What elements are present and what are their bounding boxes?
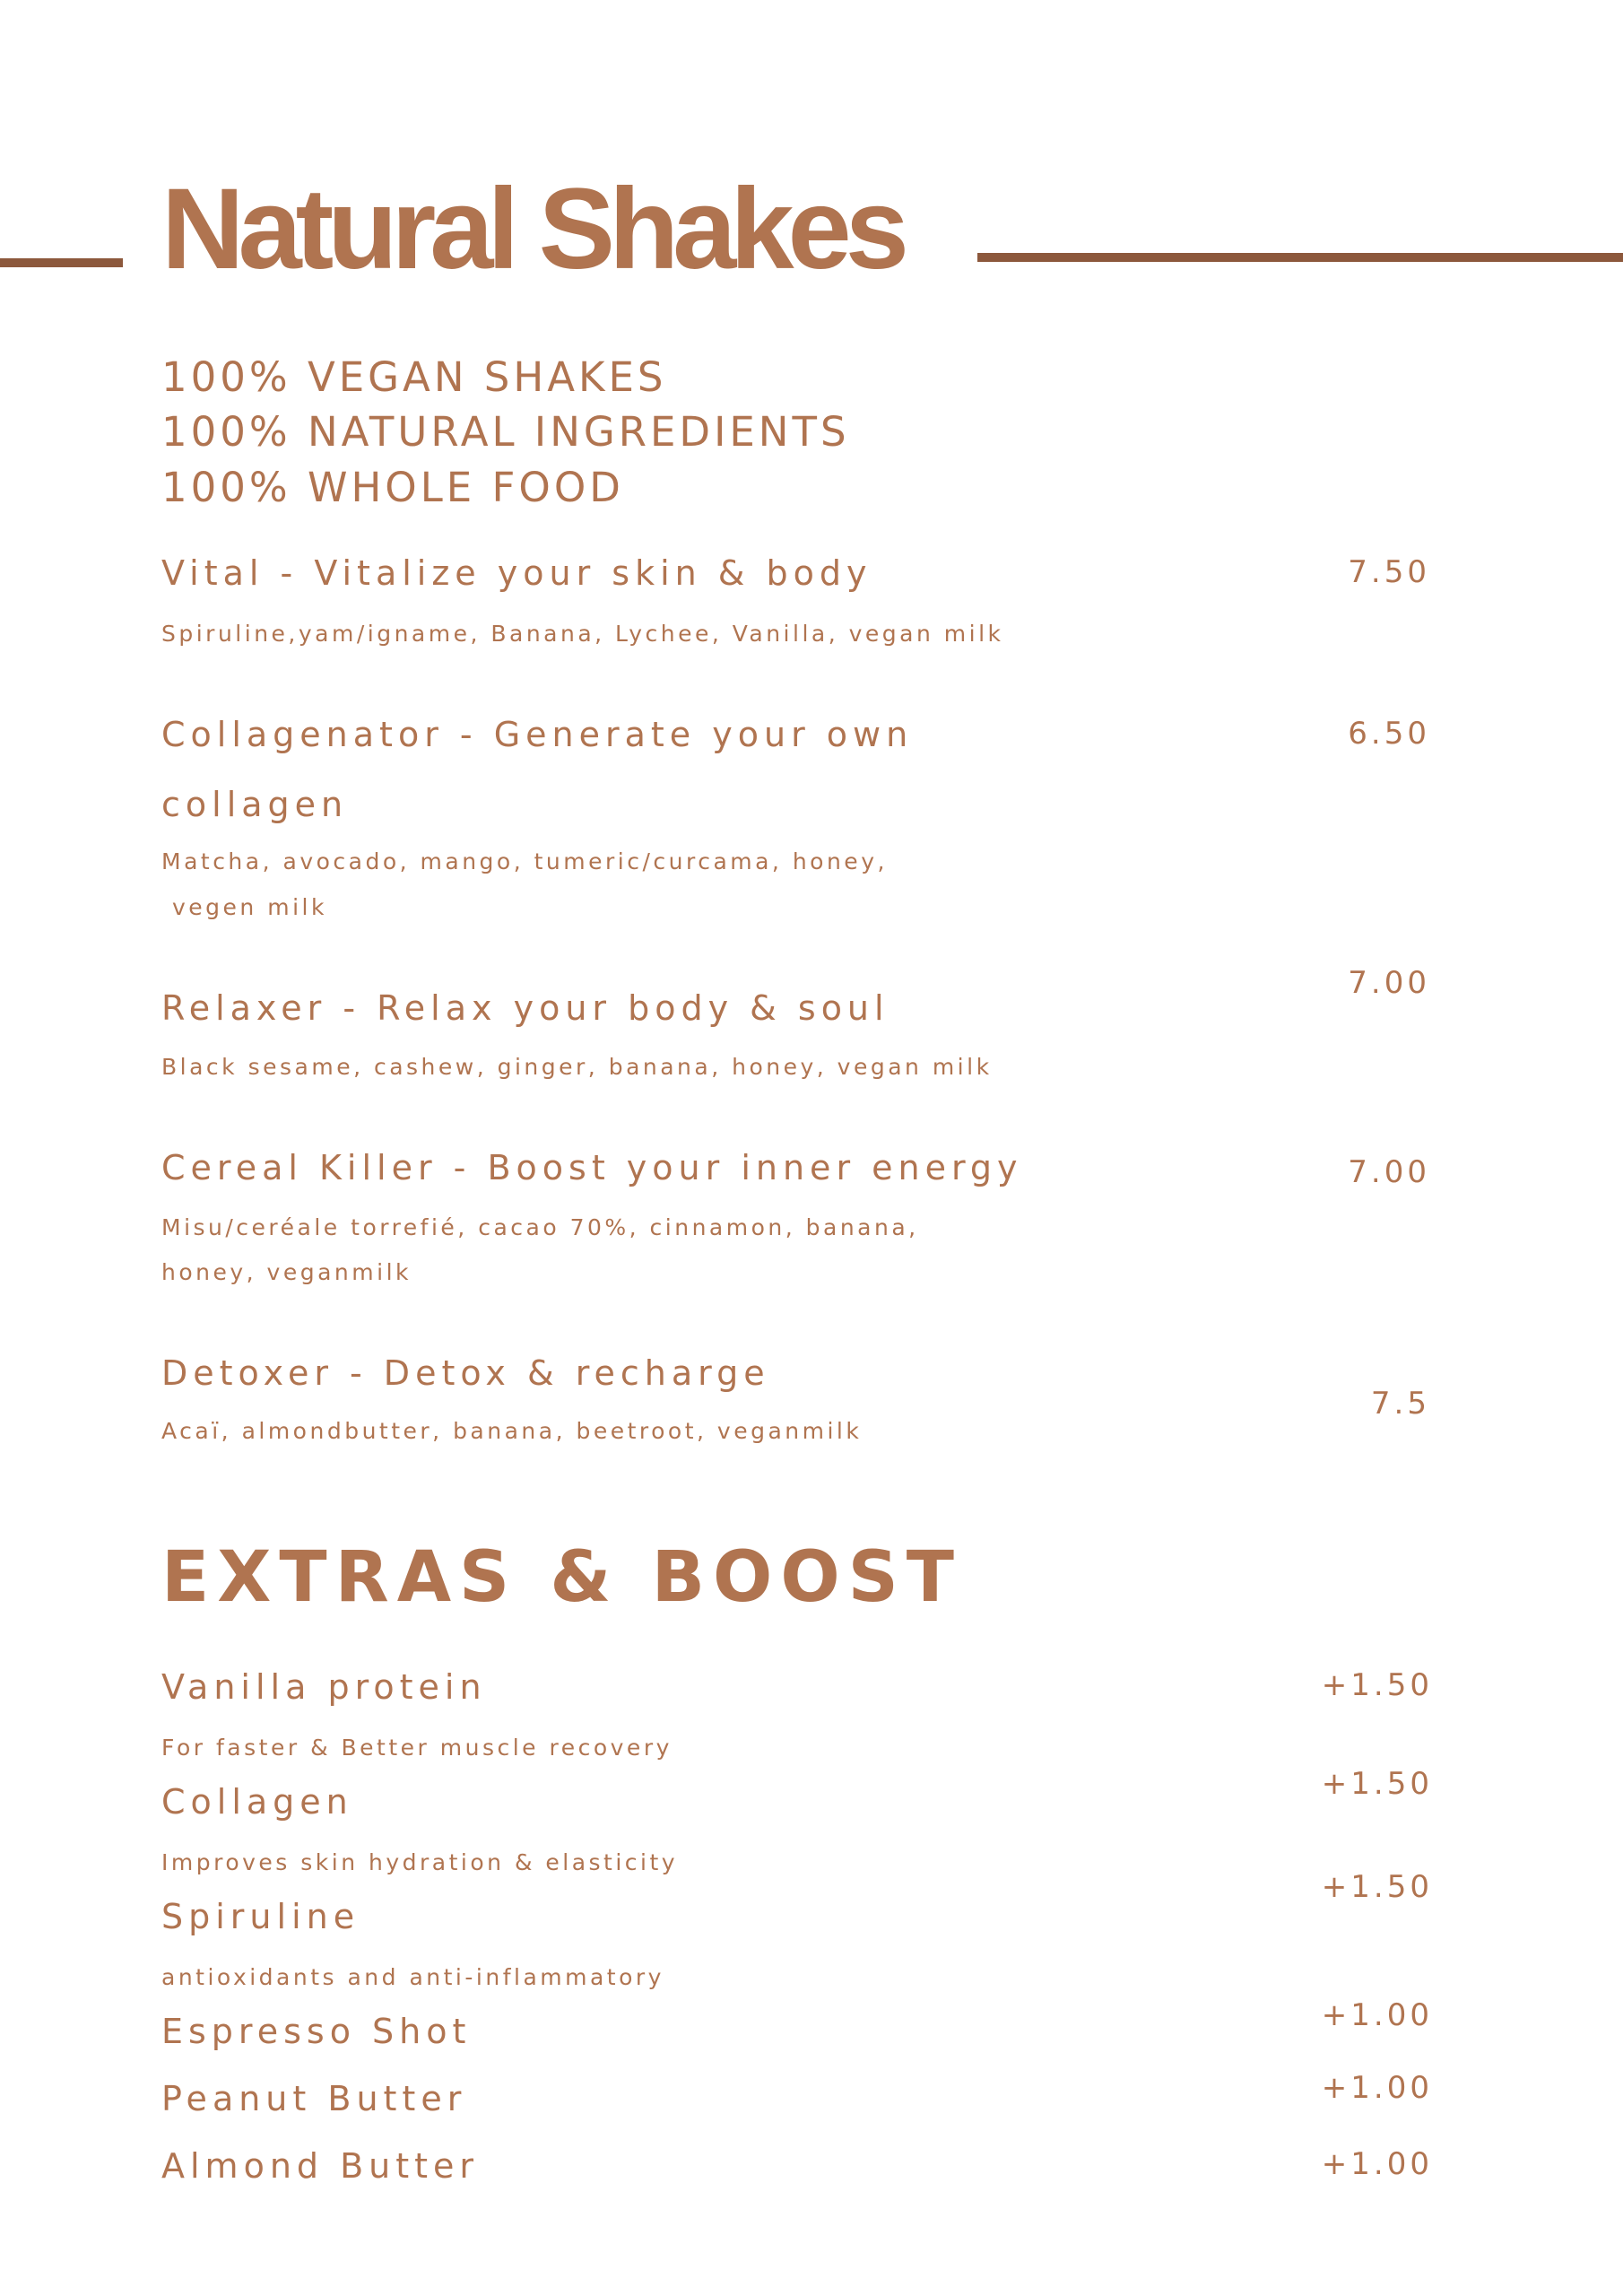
item-description: Improves skin hydration & elasticity (161, 1849, 679, 1875)
item-description: Black sesame, cashew, ginger, banana, honey, vegan milk (161, 1054, 993, 1080)
right-title-rule (977, 253, 1623, 262)
item-price: +1.00 (1321, 2070, 1433, 2106)
item-price: 7.00 (1348, 1154, 1430, 1190)
item-name: Collagen (161, 1782, 353, 1822)
item-name: Peanut Butter (161, 2079, 467, 2118)
item-name: Almond Butter (161, 2146, 480, 2186)
extras-heading: EXTRAS & BOOST (161, 1537, 963, 1618)
item-name: Espresso Shot (161, 2012, 472, 2051)
item-price: +1.00 (1321, 2146, 1433, 2182)
left-title-rule (0, 258, 123, 267)
item-description: Spiruline,yam/igname, Banana, Lychee, Vanilla, vegan milk (161, 621, 1004, 647)
page-title: Natural Shakes (161, 165, 903, 293)
item-name: Cereal Killer - Boost your inner energy (161, 1148, 1023, 1187)
item-price: 7.50 (1348, 554, 1430, 590)
item-price: 6.50 (1348, 716, 1430, 752)
item-name: Spiruline (161, 1897, 360, 1936)
tagline-whole-food: 100% WHOLE FOOD (161, 464, 624, 511)
item-description: antioxidants and anti-inflammatory (161, 1964, 664, 1990)
item-price: +1.50 (1321, 1667, 1433, 1703)
item-name: Collagenator - Generate your own (161, 715, 914, 754)
item-description: Matcha, avocado, mango, tumeric/curcama, honey, (161, 848, 888, 874)
tagline-vegan: 100% VEGAN SHAKES (161, 353, 667, 401)
item-name: Relaxer - Relax your body & soul (161, 988, 890, 1028)
item-price: 7.00 (1348, 965, 1430, 1001)
item-description: Acaï, almondbutter, banana, beetroot, veganmilk (161, 1418, 863, 1444)
item-price: +1.00 (1321, 1997, 1433, 2033)
item-description-continued: vegen milk (172, 894, 327, 920)
item-name: Vanilla protein (161, 1667, 487, 1707)
tagline-natural: 100% NATURAL INGREDIENTS (161, 408, 850, 456)
item-price: +1.50 (1321, 1869, 1433, 1905)
item-price: +1.50 (1321, 1766, 1433, 1802)
item-name: Detoxer - Detox & recharge (161, 1353, 770, 1393)
item-name-continued: collagen (161, 785, 349, 824)
item-price: 7.5 (1370, 1386, 1430, 1422)
item-description: For faster & Better muscle recovery (161, 1735, 673, 1761)
item-description: Misu/ceréale torrefié, cacao 70%, cinnamon, banana, (161, 1214, 919, 1240)
item-name: Vital - Vitalize your skin & body (161, 553, 872, 593)
item-description-continued: honey, veganmilk (161, 1259, 412, 1285)
